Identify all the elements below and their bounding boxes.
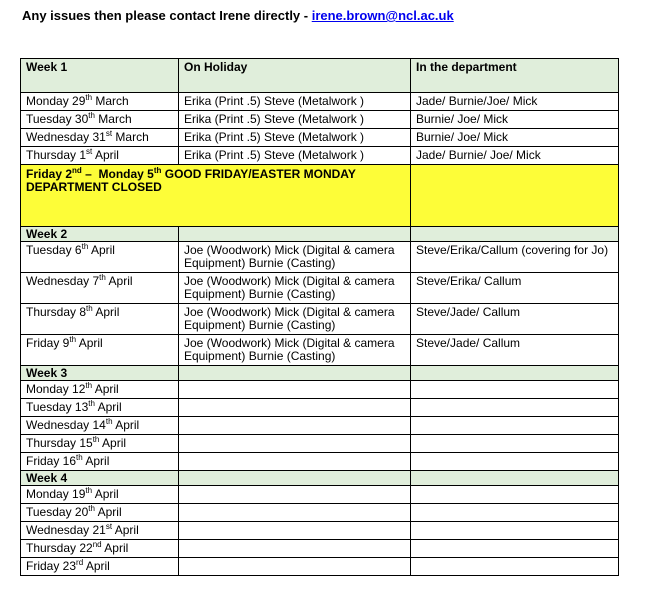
- empty-cell: [179, 227, 411, 242]
- date-cell: Thursday 8th April: [21, 304, 179, 335]
- day-row: [21, 522, 619, 540]
- day-row: [21, 417, 619, 435]
- date-cell: Friday 9th April: [21, 335, 179, 366]
- in-department-cell: [411, 522, 619, 540]
- closure-notice-cell: Friday 2nd – Monday 5th GOOD FRIDAY/EASTER MONDAY DEPARTMENT CLOSED: [21, 165, 411, 227]
- on-holiday-cell: [179, 435, 411, 453]
- week-label-cell: Week 3: [21, 366, 179, 381]
- in-department-cell: [411, 486, 619, 504]
- week-label-cell: Week 2: [21, 227, 179, 242]
- contact-email-link[interactable]: irene.brown@ncl.ac.uk: [311, 8, 454, 23]
- in-department-cell: Steve/Erika/Callum (covering for Jo): [411, 242, 619, 273]
- on-holiday-cell: Erika (Print .5) Steve (Metalwork ): [179, 111, 411, 129]
- on-holiday-cell: [179, 522, 411, 540]
- in-department-cell: [411, 504, 619, 522]
- in-department-cell: [411, 381, 619, 399]
- in-department-cell: Steve/Erika/ Callum: [411, 273, 619, 304]
- on-holiday-cell: [179, 558, 411, 576]
- date-cell: Friday 23rd April: [21, 558, 179, 576]
- on-holiday-header-cell: On Holiday: [179, 59, 411, 93]
- on-holiday-cell: Joe (Woodwork) Mick (Digital & camera Equipment) Burnie (Casting): [179, 273, 411, 304]
- day-row: [21, 399, 619, 417]
- in-department-cell: Burnie/ Joe/ Mick: [411, 111, 619, 129]
- on-holiday-cell: [179, 540, 411, 558]
- in-department-cell: Jade/ Burnie/Joe/ Mick: [411, 93, 619, 111]
- date-cell: Wednesday 7th April: [21, 273, 179, 304]
- day-row: [21, 558, 619, 576]
- in-department-cell: Burnie/ Joe/ Mick: [411, 129, 619, 147]
- in-department-cell: [411, 399, 619, 417]
- on-holiday-cell: Erika (Print .5) Steve (Metalwork ): [179, 93, 411, 111]
- day-row: [21, 540, 619, 558]
- date-cell: Wednesday 31st March: [21, 129, 179, 147]
- in-department-header-cell: In the department: [411, 59, 619, 93]
- day-row: [21, 435, 619, 453]
- day-row: [21, 242, 619, 273]
- date-cell: Friday 16th April: [21, 453, 179, 471]
- in-department-cell: Steve/Jade/ Callum: [411, 304, 619, 335]
- week-header-row: [21, 471, 619, 486]
- date-cell: Tuesday 30th March: [21, 111, 179, 129]
- on-holiday-cell: Erika (Print .5) Steve (Metalwork ): [179, 147, 411, 165]
- empty-cell: [179, 471, 411, 486]
- day-row: [21, 147, 619, 165]
- date-cell: Tuesday 6th April: [21, 242, 179, 273]
- in-department-cell: Steve/Jade/ Callum: [411, 335, 619, 366]
- day-row: [21, 504, 619, 522]
- day-row: [21, 381, 619, 399]
- date-cell: Wednesday 14th April: [21, 417, 179, 435]
- week-header-row: [21, 227, 619, 242]
- in-department-cell: [411, 417, 619, 435]
- in-department-cell: [411, 453, 619, 471]
- table-header-row: [21, 59, 619, 93]
- day-row: [21, 335, 619, 366]
- closure-empty-cell: [411, 165, 619, 227]
- day-row: [21, 93, 619, 111]
- date-cell: Monday 19th April: [21, 486, 179, 504]
- on-holiday-cell: [179, 399, 411, 417]
- date-cell: Tuesday 13th April: [21, 399, 179, 417]
- empty-cell: [411, 366, 619, 381]
- contact-note: [22, 8, 454, 23]
- date-cell: Monday 12th April: [21, 381, 179, 399]
- day-row: [21, 304, 619, 335]
- in-department-cell: [411, 540, 619, 558]
- date-cell: Tuesday 20th April: [21, 504, 179, 522]
- date-cell: Thursday 15th April: [21, 435, 179, 453]
- day-row: [21, 111, 619, 129]
- week-header-row: [21, 366, 619, 381]
- empty-cell: [179, 366, 411, 381]
- on-holiday-cell: Joe (Woodwork) Mick (Digital & camera Equipment) Burnie (Casting): [179, 335, 411, 366]
- date-cell: Thursday 22nd April: [21, 540, 179, 558]
- day-row: [21, 273, 619, 304]
- on-holiday-cell: Joe (Woodwork) Mick (Digital & camera Equipment) Burnie (Casting): [179, 304, 411, 335]
- on-holiday-cell: [179, 504, 411, 522]
- in-department-cell: [411, 435, 619, 453]
- day-row: [21, 453, 619, 471]
- on-holiday-cell: [179, 417, 411, 435]
- date-cell: Monday 29th March: [21, 93, 179, 111]
- on-holiday-cell: [179, 453, 411, 471]
- contact-note-text: Any issues then please contact Irene directly -: [22, 8, 312, 23]
- on-holiday-cell: [179, 381, 411, 399]
- date-cell: Wednesday 21st April: [21, 522, 179, 540]
- day-row: [21, 486, 619, 504]
- in-department-cell: [411, 558, 619, 576]
- schedule-table-body: [21, 93, 619, 576]
- holiday-schedule-table: [20, 58, 619, 576]
- date-cell: Thursday 1st April: [21, 147, 179, 165]
- on-holiday-cell: [179, 486, 411, 504]
- week-label-cell: Week 4: [21, 471, 179, 486]
- empty-cell: [411, 471, 619, 486]
- in-department-cell: Jade/ Burnie/ Joe/ Mick: [411, 147, 619, 165]
- empty-cell: [411, 227, 619, 242]
- week1-header-cell: Week 1: [21, 59, 179, 93]
- on-holiday-cell: Erika (Print .5) Steve (Metalwork ): [179, 129, 411, 147]
- on-holiday-cell: Joe (Woodwork) Mick (Digital & camera Equipment) Burnie (Casting): [179, 242, 411, 273]
- closure-row: [21, 165, 619, 227]
- day-row: [21, 129, 619, 147]
